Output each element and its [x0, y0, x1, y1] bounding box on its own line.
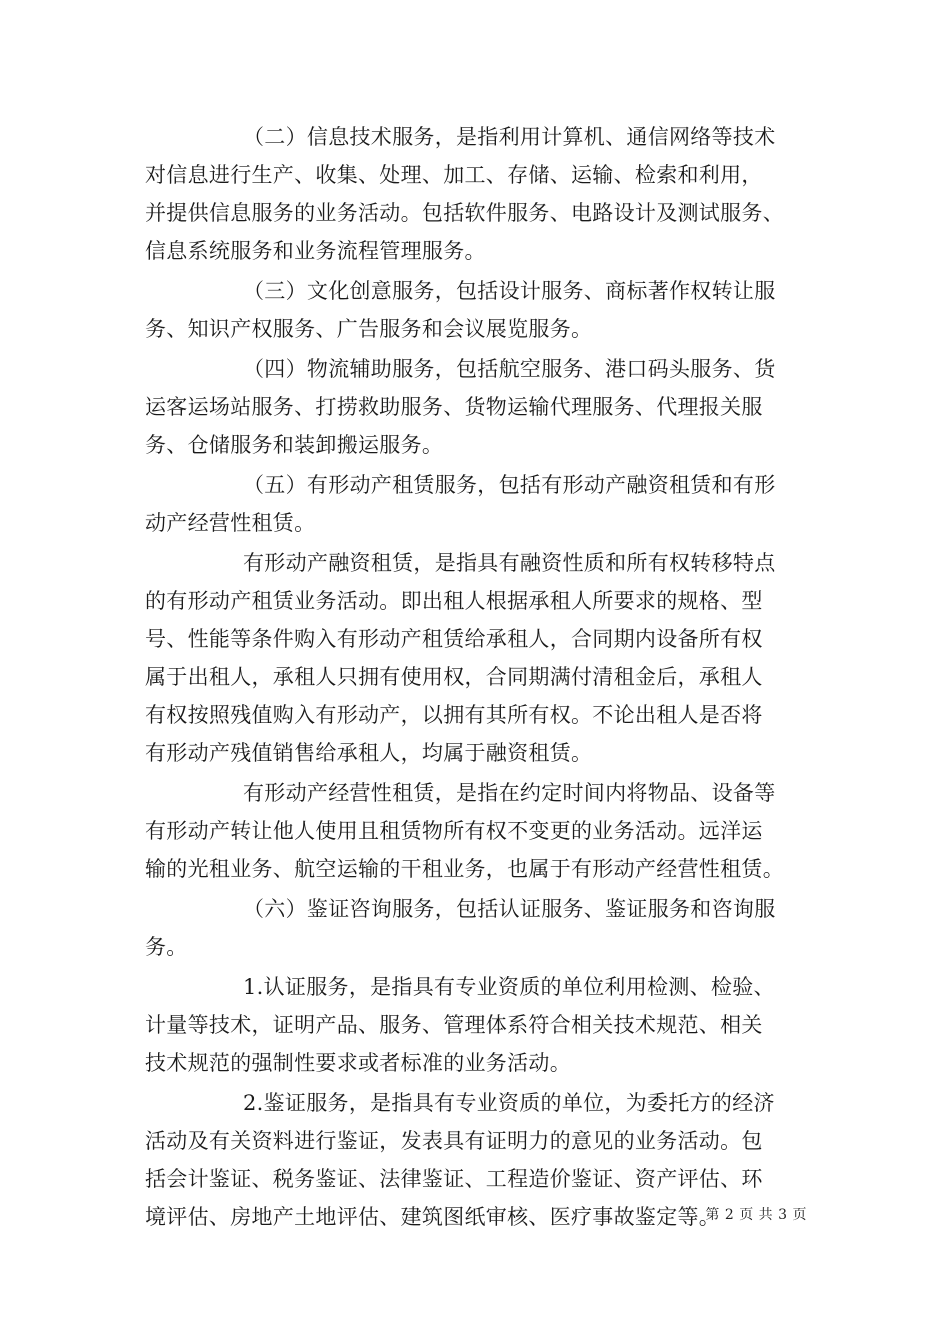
text-line: 并提供信息服务的业务活动。包括软件服务、电路设计及测试服务、: [145, 201, 784, 225]
paragraph: [145, 544, 805, 772]
text-line: （六）鉴证咨询服务，包括认证服务、鉴证服务和咨询服: [243, 897, 776, 921]
document-body: [145, 118, 805, 1238]
paragraph: [145, 350, 805, 464]
text-line: （四）物流辅助服务，包括航空服务、港口码头服务、货: [243, 357, 776, 381]
paragraph: [145, 968, 805, 1082]
text-line: 有形动产残值销售给承租人，均属于融资租赁。: [145, 741, 593, 765]
text-line: 2.鉴证服务，是指具有专业资质的单位，为委托方的经济: [243, 1091, 775, 1115]
text-line: 运客运场站服务、打捞救助服务、货物运输代理服务、代理报关服: [145, 395, 763, 419]
text-line: 活动及有关资料进行鉴证，发表具有证明力的意见的业务活动。包: [145, 1129, 763, 1153]
text-line: 技术规范的强制性要求或者标准的业务活动。: [145, 1051, 571, 1075]
text-line: （二）信息技术服务，是指利用计算机、通信网络等技术: [243, 125, 776, 149]
text-line: 号、性能等条件购入有形动产租赁给承租人，合同期内设备所有权: [145, 627, 763, 651]
paragraph: [145, 272, 805, 348]
text-line: 有权按照残值购入有形动产，以拥有其所有权。不论出租人是否将: [145, 703, 763, 727]
text-line: 1.认证服务，是指具有专业资质的单位利用检测、检验、: [243, 975, 775, 999]
page-footer: 第 2 页 共 3 页: [705, 1207, 807, 1223]
text-line: 务。: [145, 935, 188, 959]
text-line: （三）文化创意服务，包括设计服务、商标著作权转让服: [243, 279, 776, 303]
text-line: 输的光租业务、航空运输的干租业务，也属于有形动产经营性租赁。: [145, 857, 784, 881]
text-line: 动产经营性租赁。: [145, 511, 316, 535]
text-line: 属于出租人，承租人只拥有使用权，合同期满付清租金后，承租人: [145, 665, 763, 689]
text-line: 对信息进行生产、收集、处理、加工、存储、运输、检索和利用，: [145, 163, 763, 187]
text-line: 的有形动产租赁业务活动。即出租人根据承租人所要求的规格、型: [145, 589, 763, 613]
paragraph: [145, 774, 805, 888]
text-line: 有形动产融资租赁，是指具有融资性质和所有权转移特点: [243, 551, 776, 575]
text-line: 信息系统服务和业务流程管理服务。: [145, 239, 486, 263]
text-line: 有形动产转让他人使用且租赁物所有权不变更的业务活动。远洋运: [145, 819, 763, 843]
text-line: 有形动产经营性租赁，是指在约定时间内将物品、设备等: [243, 781, 776, 805]
paragraph: [145, 118, 805, 270]
text-line: 务、仓储服务和装卸搬运服务。: [145, 433, 444, 457]
paragraph: [145, 466, 805, 542]
paragraph: [145, 890, 805, 966]
text-line: 括会计鉴证、税务鉴证、法律鉴证、工程造价鉴证、资产评估、环: [145, 1167, 763, 1191]
text-line: 务、知识产权服务、广告服务和会议展览服务。: [145, 317, 593, 341]
text-line: 计量等技术，证明产品、服务、管理体系符合相关技术规范、相关: [145, 1013, 763, 1037]
text-line: 境评估、房地产土地评估、建筑图纸审核、医疗事故鉴定等。: [145, 1205, 721, 1229]
text-line: （五）有形动产租赁服务，包括有形动产融资租赁和有形: [243, 473, 776, 497]
